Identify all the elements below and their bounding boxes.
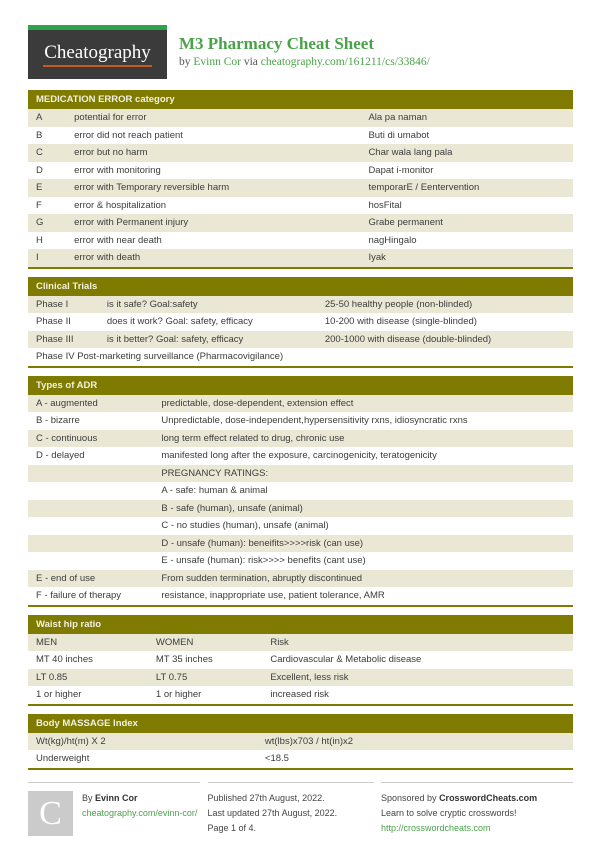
- table-cell: resistance, inappropriate use, patient tolerance, AMR: [161, 590, 385, 601]
- table-cell: [28, 482, 153, 500]
- cheatography-c-icon[interactable]: C: [28, 791, 73, 836]
- table-row: [28, 517, 573, 535]
- table-cell: C - no studies (human), unsafe (animal): [161, 520, 329, 531]
- table-cell: potential for error: [74, 112, 147, 123]
- table-cell: Char wala lang pala: [368, 147, 453, 158]
- sponsor-link[interactable]: http://crosswordcheats.com: [381, 822, 491, 833]
- footer-author-name: Evinn Cor: [95, 792, 138, 803]
- table-row: [28, 587, 573, 605]
- table-cell: 10-200 with disease (single-blinded): [324, 316, 477, 327]
- table-cell: Cardiovascular & Metabolic disease: [270, 654, 422, 665]
- table-cell: Phase IV Post-marketing surveillance (Pharmacovigilance): [36, 351, 284, 362]
- sponsor-line: [381, 791, 573, 806]
- table-row: [28, 634, 573, 652]
- table-cell: E: [36, 182, 43, 193]
- table-cell: PREGNANCY RATINGS:: [161, 467, 269, 479]
- table-cell: <18.5: [264, 753, 289, 764]
- table-cell: error with Permanent injury: [74, 217, 189, 228]
- logo-green-bar: [28, 25, 167, 30]
- table-cell: temporarE / Eentervention: [368, 182, 480, 193]
- author-link[interactable]: Evinn Cor: [193, 56, 241, 68]
- table-title: Clinical Trials: [28, 277, 573, 296]
- table-row: [28, 249, 573, 267]
- table-cell: Risk: [270, 636, 289, 648]
- byline-by-label: by: [179, 56, 191, 68]
- table-cell: error & hospitalization: [74, 199, 167, 211]
- updated-line: Last updated 27th August, 2022.: [207, 807, 338, 818]
- cheatography-logo[interactable]: [28, 25, 167, 79]
- footer-publish-column: [208, 782, 374, 836]
- table-cell: 200-1000 with disease (double-blinded): [324, 333, 492, 345]
- table-row: [28, 162, 573, 180]
- table-cell: wt(lbs)x703 / ht(in)x2: [264, 735, 354, 747]
- table-title: Types of ADR: [28, 376, 573, 395]
- table-row: [28, 395, 573, 413]
- table-cell: Dapat i-monitor: [368, 164, 434, 176]
- table-cell: long term effect related to drug, chronic use: [161, 432, 345, 444]
- table-cell: Grabe permanent: [368, 217, 443, 228]
- table-row: [28, 651, 573, 669]
- table-cell: Phase I: [36, 298, 69, 310]
- table-cell: [28, 500, 153, 518]
- table-cell: [28, 517, 153, 535]
- page-header: [28, 25, 573, 79]
- table-body-massage-index: [28, 714, 573, 770]
- table-title: Body MASSAGE Index: [28, 714, 573, 733]
- table-cell: Wt(kg)/ht(m) X 2: [36, 735, 106, 747]
- table-row: [28, 214, 573, 232]
- footer-author-link[interactable]: cheatography.com/evinn-cor/: [82, 807, 198, 818]
- table-cell: H: [36, 234, 43, 246]
- table-row: [28, 313, 573, 331]
- table-cell: hosFital: [368, 199, 402, 211]
- table-cell: B - bizarre: [36, 415, 80, 426]
- table-cell: A - augmented: [36, 397, 98, 409]
- table-cell: I: [36, 252, 39, 263]
- table-cell: MEN: [36, 636, 58, 648]
- table-cell: E - end of use: [36, 572, 96, 584]
- table-cell: Excellent, less risk: [270, 671, 349, 683]
- table-row: [28, 500, 573, 518]
- page-footer: [28, 782, 573, 836]
- table-row: [28, 750, 573, 768]
- table-cell: Underweight: [36, 753, 90, 764]
- table-row: [28, 430, 573, 448]
- table-row: [28, 144, 573, 162]
- table-cell: [28, 535, 153, 553]
- table-cell: D - delayed: [36, 450, 85, 461]
- byline: [179, 56, 430, 68]
- table-cell: C - continuous: [36, 432, 98, 444]
- table-clinical-trials: [28, 277, 573, 368]
- table-cell: MT 35 inches: [155, 654, 213, 665]
- table-row: [28, 179, 573, 197]
- table-cell: F - failure of therapy: [36, 590, 122, 601]
- table-cell: D: [36, 164, 43, 176]
- table-cell: From sudden termination, abruptly discontinued: [161, 572, 363, 584]
- table-row: [28, 552, 573, 570]
- table-cell: is it safe? Goal:safety: [106, 298, 198, 310]
- sponsored-by-label: Sponsored by: [381, 792, 437, 803]
- table-types-of-adr: [28, 376, 573, 607]
- table-cell: LT 0.75: [155, 671, 188, 683]
- table-cell: MT 40 inches: [36, 654, 93, 665]
- table-cell: D - unsafe (human): beneifits>>>>risk (can use): [161, 537, 364, 549]
- sponsor-tagline: Learn to solve cryptic crosswords!: [381, 807, 517, 818]
- table-row: [28, 197, 573, 215]
- table-row: [28, 348, 573, 366]
- table-cell: predictable, dose-dependent, extension effect: [161, 397, 354, 409]
- table-cell: manifested long after the exposure, carcinogenicity, teratogenicity: [161, 450, 437, 461]
- table-cell: is it better? Goal: safety, efficacy: [106, 333, 244, 345]
- table-row: [28, 482, 573, 500]
- table-cell: G: [36, 217, 44, 228]
- table-cell: E - unsafe (human): risk>>>> benefits (cant use): [161, 555, 366, 566]
- published-line: Published 27th August, 2022.: [207, 792, 325, 803]
- table-cell: Phase II: [36, 316, 71, 327]
- logo-text: Cheatography: [43, 42, 152, 67]
- byline-via-label: via: [243, 56, 258, 68]
- table-row: [28, 109, 573, 127]
- table-cell: Phase III: [36, 333, 74, 345]
- table-row: [28, 127, 573, 145]
- table-row: [28, 570, 573, 588]
- table-cell: C: [36, 147, 43, 158]
- table-cell: 1 or higher: [155, 689, 202, 700]
- table-title: MEDICATION ERROR category: [28, 90, 573, 109]
- table-cell: [28, 465, 153, 483]
- table-cell: error with monitoring: [74, 164, 161, 176]
- table-cell: LT 0.85: [36, 671, 68, 683]
- table-cell: does it work? Goal: safety, efficacy: [106, 316, 253, 327]
- page-title: M3 Pharmacy Cheat Sheet: [179, 34, 374, 53]
- page-number-line: Page 1 of 4.: [207, 822, 257, 833]
- table-cell: 25-50 healthy people (non-blinded): [324, 298, 473, 310]
- table-row: [28, 465, 573, 483]
- table-medication-error-category: [28, 90, 573, 269]
- table-cell: Unpredictable, dose-independent,hypersensitivity rxns, idiosyncratic rxns: [161, 415, 468, 426]
- table-cell: B - safe (human), unsafe (animal): [161, 502, 303, 514]
- table-cell: error with death: [74, 252, 141, 263]
- table-cell: Ala pa naman: [368, 112, 428, 123]
- table-row: [28, 669, 573, 687]
- table-cell: Buti di umabot: [368, 129, 430, 141]
- table-cell: error with near death: [74, 234, 162, 246]
- table-row: [28, 296, 573, 314]
- table-cell: error with Temporary reversible harm: [74, 182, 230, 193]
- table-title: Waist hip ratio: [28, 615, 573, 634]
- table-row: [28, 412, 573, 430]
- table-cell: increased risk: [270, 689, 329, 700]
- table-cell: 1 or higher: [36, 689, 82, 700]
- table-cell: A - safe: human & animal: [161, 485, 268, 496]
- sponsor-name: CrosswordCheats.com: [439, 792, 538, 803]
- table-cell: nagHingalo: [368, 234, 417, 246]
- table-row: [28, 686, 573, 704]
- table-waist-hip-ratio: [28, 615, 573, 706]
- table-cell: A: [36, 112, 43, 123]
- table-cell: B: [36, 129, 43, 141]
- table-cell: [28, 552, 153, 570]
- table-row: [28, 535, 573, 553]
- table-cell: F: [36, 199, 42, 211]
- footer-sponsor-column: [381, 782, 573, 836]
- footer-author-line: [82, 791, 197, 806]
- table-row: [28, 733, 573, 751]
- table-cell: error did not reach patient: [74, 129, 183, 141]
- table-cell: error but no harm: [74, 147, 148, 158]
- sheet-url-link[interactable]: cheatography.com/161211/cs/33846/: [260, 56, 430, 68]
- footer-by-label: By: [82, 792, 93, 803]
- table-row: [28, 232, 573, 250]
- header-text: [167, 25, 430, 68]
- table-row: [28, 447, 573, 465]
- table-cell: Iyak: [368, 252, 386, 263]
- footer-author-column: [28, 782, 200, 836]
- tables-section: [28, 90, 573, 770]
- footer-author-text: [73, 791, 197, 836]
- table-cell: WOMEN: [155, 636, 194, 648]
- table-row: [28, 331, 573, 349]
